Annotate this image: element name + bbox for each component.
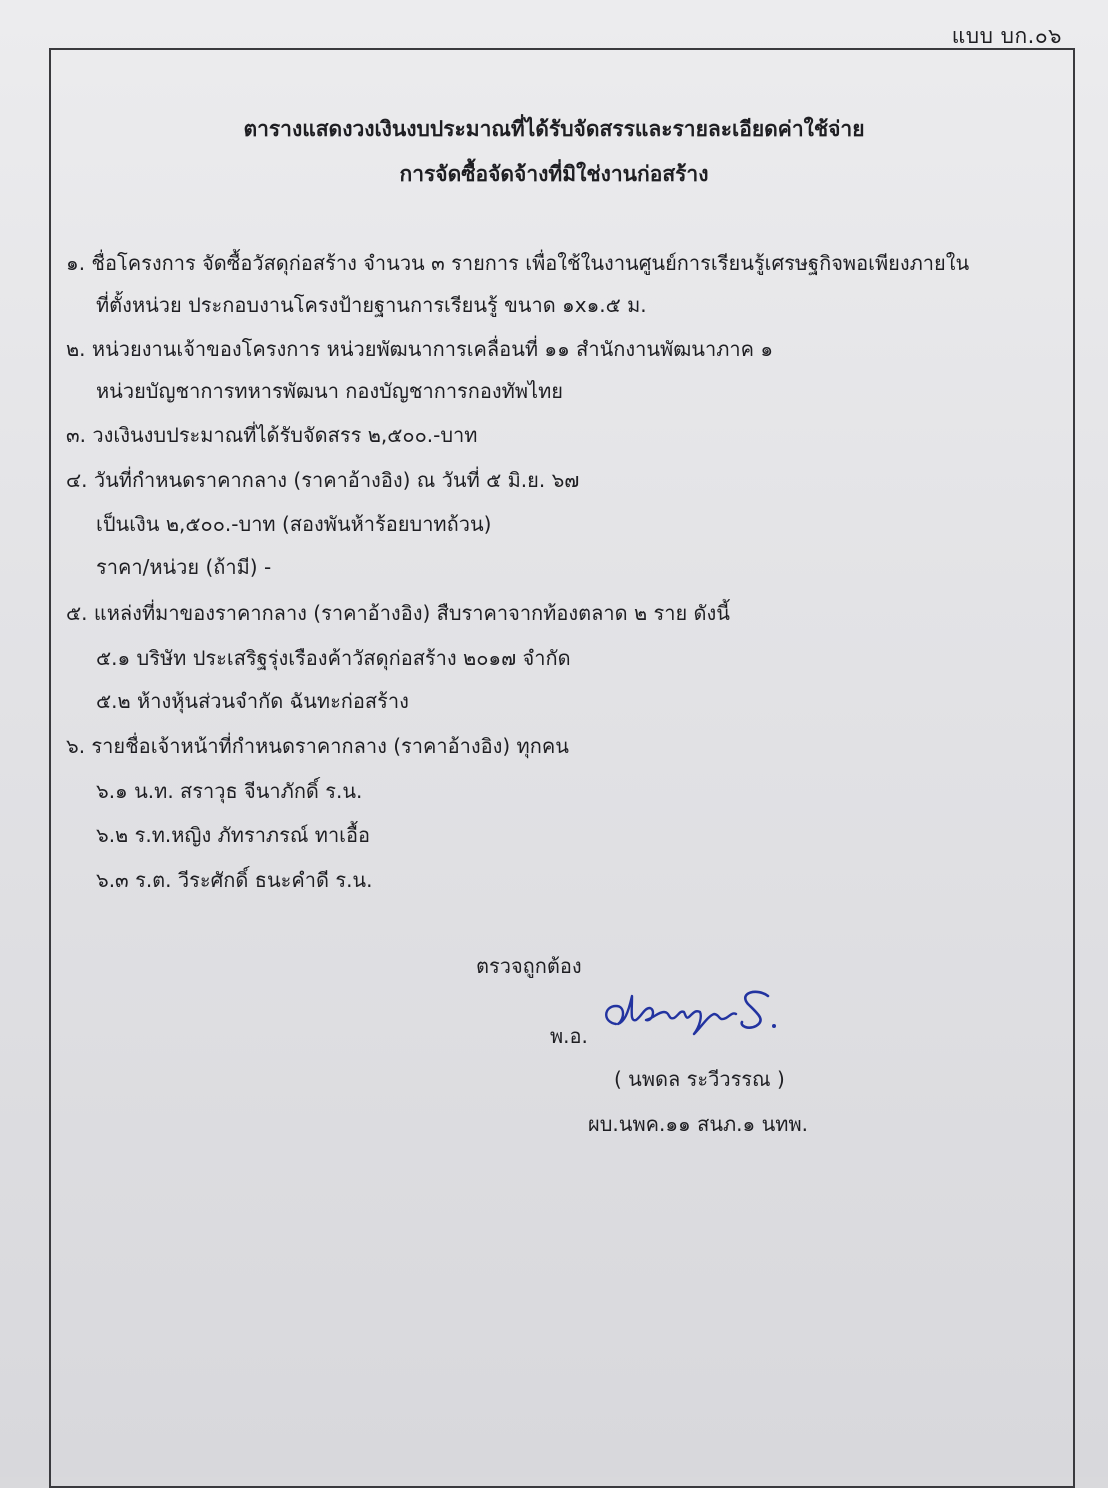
item-1-line-1: ๑. ชื่อโครงการ จัดซื้อวัสดุก่อสร้าง จำนวน ๓ รายการ เพื่อใช้ในงานศูนย์การเรียนรู้เศรษฐกิจพอเพียงภายใน xyxy=(66,251,970,275)
form-code: แบบ บก.๐๖ xyxy=(951,24,1062,48)
item-5-line-1: ๕. แหล่งที่มาของราคากลาง (ราคาอ้างอิง) สืบราคาจากท้องตลาด ๒ ราย ดังนี้ xyxy=(66,601,730,625)
item-4-line-2: เป็นเงิน ๒,๕๐๐.-บาท (สองพันห้าร้อยบาทถ้วน) xyxy=(96,512,492,536)
signer-name: ( นพดล ระวีวรรณ ) xyxy=(614,1067,785,1091)
document-subtitle: การจัดซื้อจัดจ้างที่มิใช่งานก่อสร้าง xyxy=(399,162,709,186)
item-5-line-2: ๕.๑ บริษัท ประเสริฐรุ่งเรืองค้าวัสดุก่อสร้าง ๒๐๑๗ จำกัด xyxy=(96,646,571,670)
signer-rank: พ.อ. xyxy=(550,1024,588,1048)
item-5-line-3: ๕.๒ ห้างหุ้นส่วนจำกัด ฉันทะก่อสร้าง xyxy=(96,689,409,713)
item-2-line-1: ๒. หน่วยงานเจ้าของโครงการ หน่วยพัฒนาการเคลื่อนที่ ๑๑ สำนักงานพัฒนาภาค ๑ xyxy=(66,337,774,361)
item-6-line-1: ๖. รายชื่อเจ้าหน้าที่กำหนดราคากลาง (ราคาอ้างอิง) ทุกคน xyxy=(66,734,569,758)
item-6-line-2: ๖.๑ น.ท. สราวุธ จีนาภักดิ์ ร.น. xyxy=(96,779,363,803)
item-4-line-3: ราคา/หน่วย (ถ้ามี) - xyxy=(96,555,272,579)
item-2-line-2: หน่วยบัญชาการทหารพัฒนา กองบัญชาการกองทัพไทย xyxy=(96,379,564,403)
item-6-line-4: ๖.๓ ร.ต. วีระศักดิ์ ธนะคำดี ร.น. xyxy=(96,868,373,892)
certify-label: ตรวจถูกต้อง xyxy=(476,954,582,978)
item-3-line-1: ๓. วงเงินงบประมาณที่ได้รับจัดสรร ๒,๕๐๐.-บาท xyxy=(66,423,478,447)
item-1-line-2: ที่ตั้งหน่วย ประกอบงานโครงป้ายฐานการเรียนรู้ ขนาด ๑x๑.๕ ม. xyxy=(96,293,647,317)
item-6-line-3: ๖.๒ ร.ท.หญิง ภัทราภรณ์ ทาเอื้อ xyxy=(96,823,371,847)
handwritten-signature xyxy=(598,982,788,1042)
item-4-line-1: ๔. วันที่กำหนดราคากลาง (ราคาอ้างอิง) ณ วันที่ ๕ มิ.ย. ๖๗ xyxy=(66,468,580,492)
document-title: ตารางแสดงวงเงินงบประมาณที่ได้รับจัดสรรและรายละเอียดค่าใช้จ่าย xyxy=(243,117,865,141)
signer-position: ผบ.นพค.๑๑ สนภ.๑ นทพ. xyxy=(588,1112,808,1136)
